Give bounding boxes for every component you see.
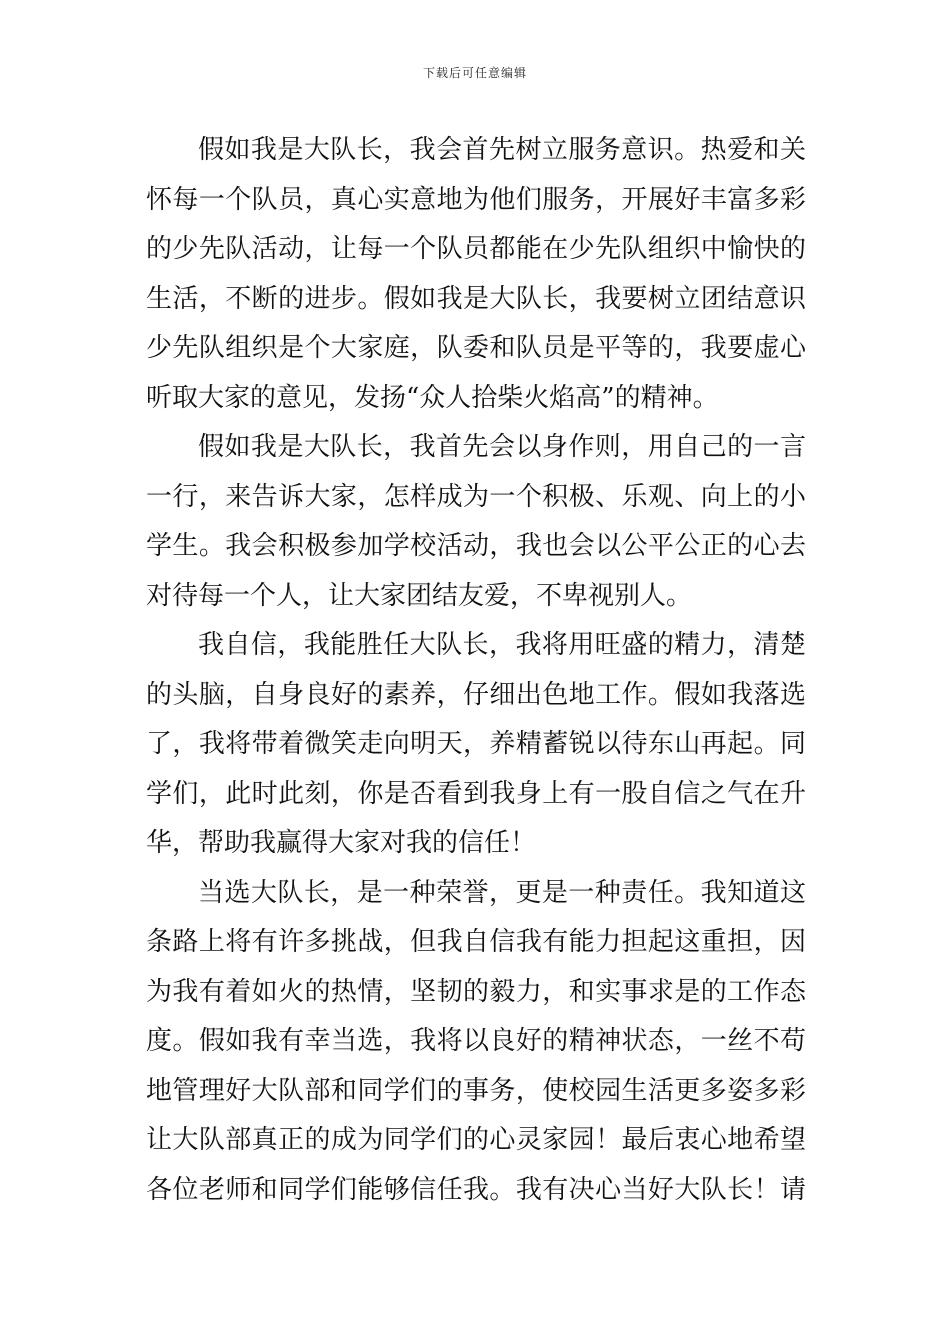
paragraph-1-line-4: 生活，不断的进步。假如我是大队长，我要树立团结意识 [146, 283, 806, 314]
paragraph-4-line-2: 条路上将有许多挑战，但我自信我有能力担起这重担，因 [146, 927, 806, 957]
paragraph-1-line-6: 听取大家的意见，发扬“众人拾柴火焰高”的精神。 [146, 382, 719, 413]
paragraph-3-line-1: 我自信，我能胜任大队长，我将用旺盛的精力，清楚 [198, 630, 806, 660]
paragraph-4-line-6: 让大队部真正的成为同学们的心灵家园！最后衷心地希望 [146, 1125, 806, 1155]
paragraph-2-line-4: 对待每一个人，让大家团结友爱，不卑视别人。 [146, 580, 693, 611]
paragraph-4-line-5: 地管理好大队部和同学们的事务，使校园生活更多姿多彩 [146, 1075, 806, 1106]
paragraph-1-line-2: 怀每一个队员，真心实意地为他们服务，开展好丰富多彩 [146, 184, 806, 215]
paragraph-1-line-3: 的少先队活动，让每一个队员都能在少先队组织中愉快的 [146, 234, 806, 264]
paragraph-3-line-3: 了，我将带着微笑走向明天，养精蓄锐以待东山再起。同 [146, 729, 806, 759]
paragraph-2-line-1: 假如我是大队长，我首先会以身作则，用自己的一言 [198, 432, 806, 462]
paragraph-2-line-3: 学生。我会积极参加学校活动，我也会以公平公正的心去 [146, 531, 806, 561]
paragraph-2-line-2: 一行，来告诉大家，怎样成为一个积极、乐观、向上的小 [146, 481, 806, 512]
paragraph-4-line-3: 为我有着如火的热情，坚韧的毅力，和实事求是的工作态 [146, 976, 806, 1007]
paragraph-1-line-5: 少先队组织是个大家庭，队委和队员是平等的，我要虚心 [146, 333, 806, 363]
document-body [146, 126, 806, 1215]
paragraph-4-line-7: 各位老师和同学们能够信任我。我有决心当好大队长！请 [146, 1174, 806, 1205]
paragraph-4-line-1: 当选大队长，是一种荣誉，更是一种责任。我知道这 [198, 877, 806, 908]
paragraph-1-line-1: 假如我是大队长，我会首先树立服务意识。热爱和关 [198, 135, 806, 165]
paragraph-3-line-2: 的头脑，自身良好的素养，仔细出色地工作。假如我落选 [146, 679, 806, 710]
page-header-note: 下载后可任意编辑 [422, 66, 527, 80]
paragraph-3-line-4: 学们，此时此刻，你是否看到我身上有一股自信之气在升 [146, 778, 806, 809]
paragraph-3-line-5: 华，帮助我赢得大家对我的信任！ [146, 828, 537, 858]
paragraph-4-line-4: 度。假如我有幸当选，我将以良好的精神状态，一丝不苟 [146, 1026, 806, 1056]
